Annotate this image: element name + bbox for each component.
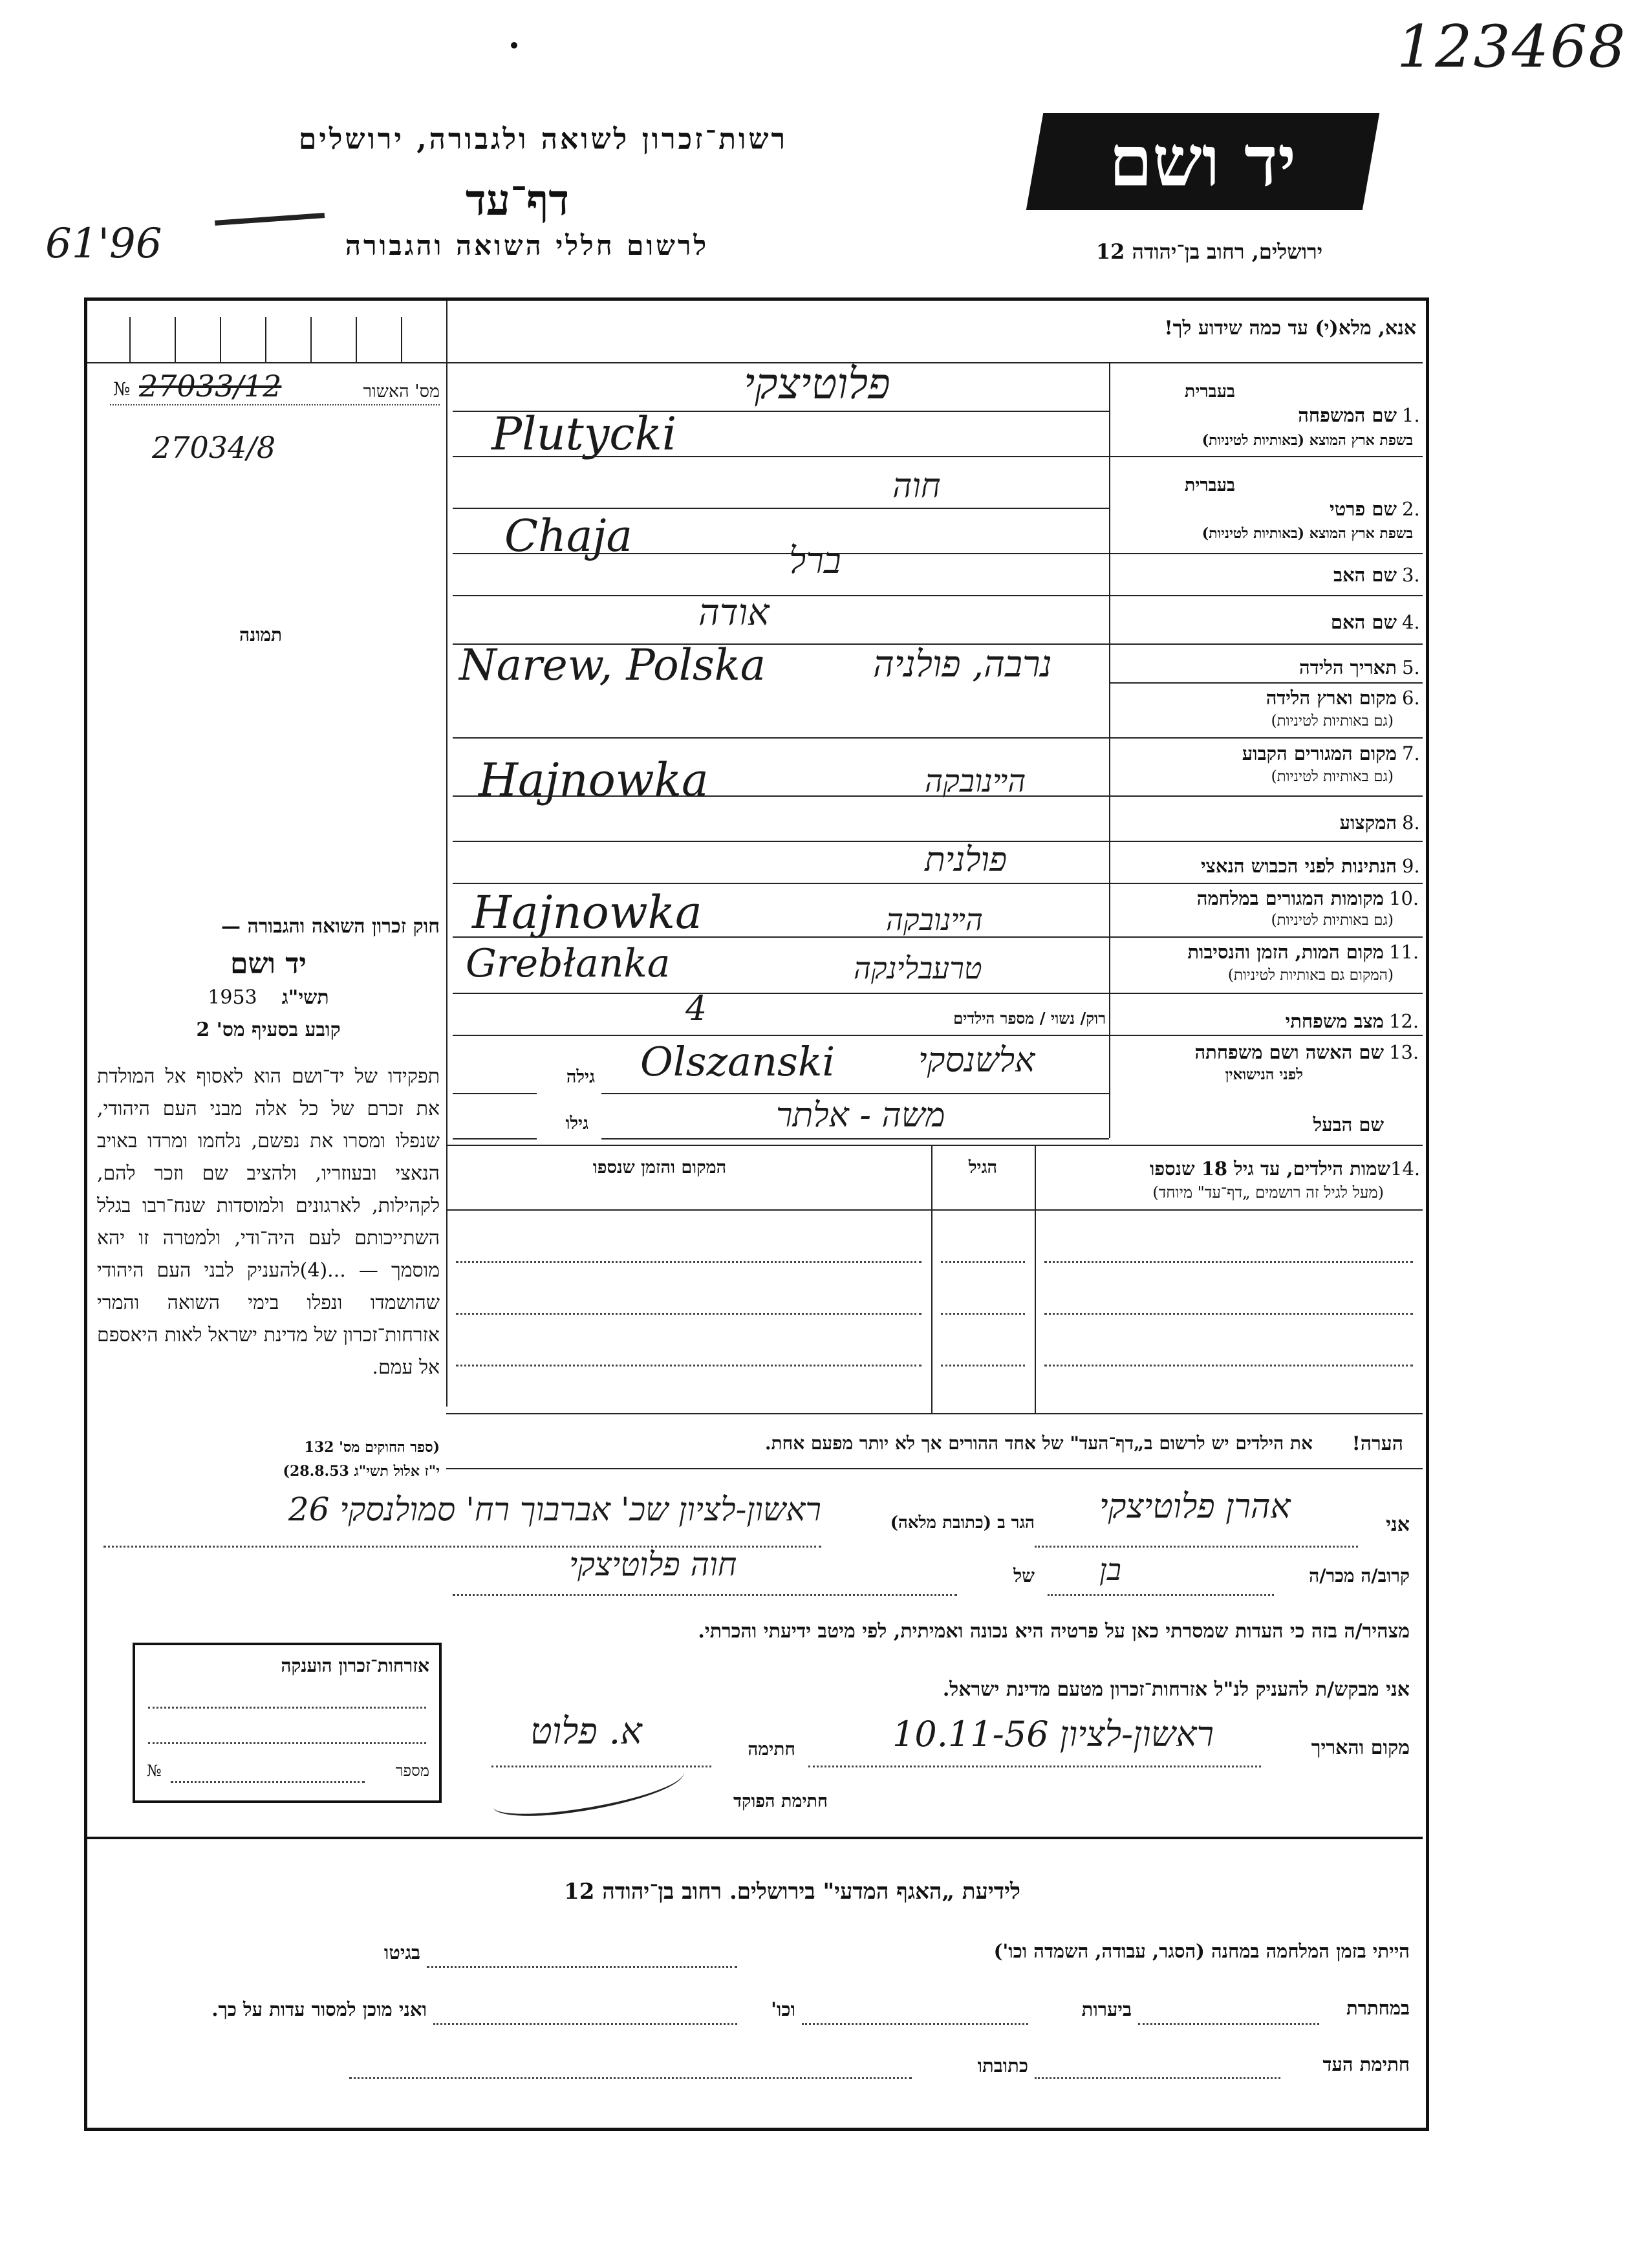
field-10-num: 10. xyxy=(1389,887,1419,909)
citizenship-number-label: מספר xyxy=(395,1762,429,1780)
bottom-line2-b: ביערות xyxy=(1081,1998,1132,2020)
field-13-age-label: גילה xyxy=(566,1067,595,1087)
field-6-value-he: נרבה, פולניה xyxy=(873,643,1052,686)
lang-native-1: בשפת ארץ המוצא (באותיות לטיניות) xyxy=(1201,432,1413,449)
field-14-num: 14. xyxy=(1390,1158,1421,1180)
field-6-label: מקום וארץ הלידה xyxy=(1266,687,1397,709)
col-age-header: הגיל xyxy=(968,1158,998,1178)
field-13-sub: לפני הנישואין xyxy=(1225,1066,1303,1083)
law-clause: קובע בסעיף מס' 2 xyxy=(196,1019,341,1041)
declarant-name: אהרן פלוטיצקי xyxy=(1099,1487,1291,1526)
stamp-mark xyxy=(212,174,325,226)
law-name: יד ושם xyxy=(230,947,307,980)
form-title: דף־עד xyxy=(465,175,570,225)
declaration-text: מצהיר/ה בזה כי העדות שמסרתי כאן על פרטיה היא נכונה ואמיתית, לפי מיטב ידיעתי והכרתי. xyxy=(698,1620,1410,1643)
authority-name: רשות־זכרון לשואה ולגבורה, ירושלים xyxy=(298,123,788,156)
field-13-value-lat: Olszanski xyxy=(640,1038,835,1085)
field-8-num: 8. xyxy=(1402,812,1420,834)
field-6-value-lat: Narew, Polska xyxy=(459,640,766,690)
field-2-value-he: חוה xyxy=(892,467,941,506)
field-14-label: שמות הילדים, עד גיל 18 שנספו xyxy=(1149,1158,1390,1180)
bottom-title: לידיעת „האגף המדעי" בירושלים. רחוב בן־יהודה 12 xyxy=(564,1879,1020,1905)
field-13-label: שם האשה ושם משפחתה xyxy=(1194,1041,1384,1063)
bottom-line3-a: חתימת העד xyxy=(1322,2053,1410,2075)
field-1-label: שם המשפחה xyxy=(1298,404,1397,426)
bottom-line1-b: בגיטו xyxy=(383,1941,420,1963)
field-9-value: פולנית xyxy=(925,841,1007,880)
note-label: הערה! xyxy=(1352,1432,1403,1455)
field-7-value-he: הײנובקה xyxy=(925,763,1026,799)
field-7-num: 7. xyxy=(1402,742,1420,764)
signature-label: חתימה xyxy=(748,1738,795,1760)
field-14-sub: (מעל לגיל זה רושמים „דף־עד" מיוחד) xyxy=(1152,1183,1384,1202)
declarant-of-name: חוה פלוטיצקי xyxy=(569,1546,737,1583)
field-10-label: מקומות המגורים במלחמה xyxy=(1196,887,1384,909)
field-4-value: אודה xyxy=(698,592,770,634)
field-1-value-lat: Plutycki xyxy=(491,407,677,460)
lang-hebrew-1: בעברית xyxy=(1184,382,1235,402)
declarant-relation: בן xyxy=(1099,1552,1121,1587)
bottom-line2-d: ואני מוכן למסור עדות על כך. xyxy=(211,1998,427,2020)
official-signature-label: חתימת הפוקד xyxy=(733,1791,828,1811)
citizenship-no-sign: № xyxy=(147,1762,162,1780)
bottom-line2-a: במחתרת xyxy=(1346,1997,1410,2019)
field-9-label: הנתינות לפני הכבוש הנאצי xyxy=(1201,855,1397,877)
field-5-num: 5. xyxy=(1402,656,1420,678)
field-2-label: שם פרטי xyxy=(1330,498,1397,520)
law-year: 1953 xyxy=(208,986,257,1009)
archive-number: 123468 xyxy=(1397,13,1627,81)
field-7-value-lat: Hajnowka xyxy=(479,753,709,806)
field-13-value-he: אלשנסקי xyxy=(918,1041,1035,1080)
field-10-sub: (גם באותיות לטיניות) xyxy=(1271,912,1394,929)
declarant-resides-label: הגר ב (כתובת מלאה) xyxy=(890,1513,1035,1533)
col-place-header: המקום והזמן שנספו xyxy=(592,1158,727,1178)
approval-label: מס' האשור xyxy=(363,382,440,402)
law-title: חוק זכרון השואה והגבורה — xyxy=(221,915,440,938)
field-3-value: ברל xyxy=(789,540,841,582)
field-11-label: מקום המות, הזמן והנסיבות xyxy=(1187,941,1384,963)
field-10-value-he: הײנובקה xyxy=(886,902,983,937)
law-source-2: י"ז אלול תשי"ג 28.8.53) xyxy=(283,1463,440,1480)
field-9-num: 9. xyxy=(1402,855,1420,877)
lang-hebrew-2: בעברית xyxy=(1184,475,1235,495)
field-6-num: 6. xyxy=(1402,687,1420,709)
law-source: (ספר החוקים מס' 132 xyxy=(304,1439,440,1456)
field-12-children: 4 xyxy=(685,989,707,1028)
law-body: תפקידו של יד־ושם הוא לאסוף אל המולדת את זכרם של כל אלה מבני העם היהודי, שנפלו ומסרו את נפשם, נלחמו ומרדו באויב הנאצי ובעוזריו, ולהציב שם וזכר להם, לקהילות, לארגונים ולמוסדות שנח־רבו בגלל השתייכותם לעם היה־ודי, ולמטרה זו יהא מוסמך — ...(4)להעניק לבני העם היהודי שהושמדו ונפלו בימי השואה והמרי אזרחות־זכרון של מדינת ישראל לאות היאספם אל עמם. xyxy=(97,1065,440,1379)
field-10-value-lat: Hajnowka xyxy=(472,886,702,939)
field-7-sub: (גם באותיות לטיניות) xyxy=(1271,768,1394,785)
corner-note: 61'96 xyxy=(45,220,162,268)
approval-number-2: 27034/8 xyxy=(152,430,276,465)
field-11-value-lat: Grebłanka xyxy=(466,941,671,986)
place-date: ראשון-לציון 10.11-56 xyxy=(892,1714,1214,1755)
request-text: אני מבקש/ת להעניק לנ"ל אזרחות־זכרון מטעם מדינת ישראל. xyxy=(942,1678,1410,1701)
field-2-value-lat: Chaja xyxy=(504,511,632,562)
field-13-num: 13. xyxy=(1389,1041,1419,1063)
field-12-num: 12. xyxy=(1389,1010,1419,1032)
husband-value: משה - אלתר xyxy=(776,1096,945,1135)
declarant-of-label: של xyxy=(1013,1565,1035,1586)
instruction-text: אנא, מלא(י) עד כמה שידוע לך! xyxy=(1164,317,1416,340)
bottom-line1-a: הייתי בזמן המלחמה במחנה (הסגר, עבודה, השמדה וכו') xyxy=(993,1940,1410,1962)
field-6-sub: (גם באותיות לטיניות) xyxy=(1271,713,1394,729)
law-year-he: תשי"ג xyxy=(281,986,329,1009)
field-12-label: מצב משפחתי xyxy=(1285,1010,1384,1032)
field-11-num: 11. xyxy=(1389,941,1419,963)
field-8-label: המקצוע xyxy=(1339,812,1397,834)
field-5-label: תאריך הלידה xyxy=(1299,656,1397,678)
approval-number-1: 27033/12 xyxy=(139,369,282,404)
declarant-address: ראשון-לציון שכ' אברבוך רח' סמולנסקי 26 xyxy=(288,1491,821,1528)
citizenship-box xyxy=(133,1643,442,1803)
logo-text: יד ושם xyxy=(1109,120,1297,202)
place-date-label: מקום והאריך xyxy=(1311,1736,1410,1759)
field-4-label: שם האם xyxy=(1330,611,1397,633)
declarant-i-label: אני xyxy=(1386,1513,1410,1536)
field-7-label: מקום המגורים הקבוע xyxy=(1242,742,1397,764)
husband-age-label: גילו xyxy=(565,1114,588,1134)
signature: א. פלוט xyxy=(530,1711,642,1753)
field-3-label: שם האב xyxy=(1333,564,1397,586)
law-year-row xyxy=(97,986,440,1009)
lang-native-2: בשפת ארץ המוצא (באותיות לטיניות) xyxy=(1201,525,1413,542)
husband-label: שם הבעל xyxy=(1313,1114,1384,1136)
field-4-num: 4. xyxy=(1402,611,1420,633)
form-subtitle: לרשום חללי השואה והגבורה xyxy=(345,230,709,261)
note-text: את הילדים יש לרשום ב„דף־העד" של אחד ההורים אך לא יותר מפעם אחת. xyxy=(764,1432,1313,1454)
field-1-value-he: פלוטיצקי xyxy=(744,359,890,409)
field-12-options: רוק/ נשוי / מספר הילדים xyxy=(953,1009,1106,1028)
photo-label: תמונה xyxy=(239,624,283,645)
bottom-line2-c: וכו' xyxy=(771,1998,795,2020)
field-2-num: 2. xyxy=(1402,498,1420,520)
header-address: ירושלים, רחוב בן־יהודה 12 xyxy=(1095,239,1323,264)
field-11-value-he: טרעבלינקה xyxy=(854,951,982,986)
declarant-relation-label: קרוב/ה מכר/ה xyxy=(1309,1565,1410,1586)
bottom-line3-b: כתובתו xyxy=(977,2055,1028,2077)
field-11-sub: (המקום גם באותיות לטיניות) xyxy=(1227,967,1394,984)
approval-no-sign: № xyxy=(113,378,131,400)
yad-vashem-logo xyxy=(1026,113,1379,210)
citizenship-title: אזרחות־זכרון הוענקה xyxy=(281,1655,429,1676)
top-dot xyxy=(511,42,517,49)
field-1-num: 1. xyxy=(1402,404,1420,426)
field-3-num: 3. xyxy=(1402,564,1420,586)
